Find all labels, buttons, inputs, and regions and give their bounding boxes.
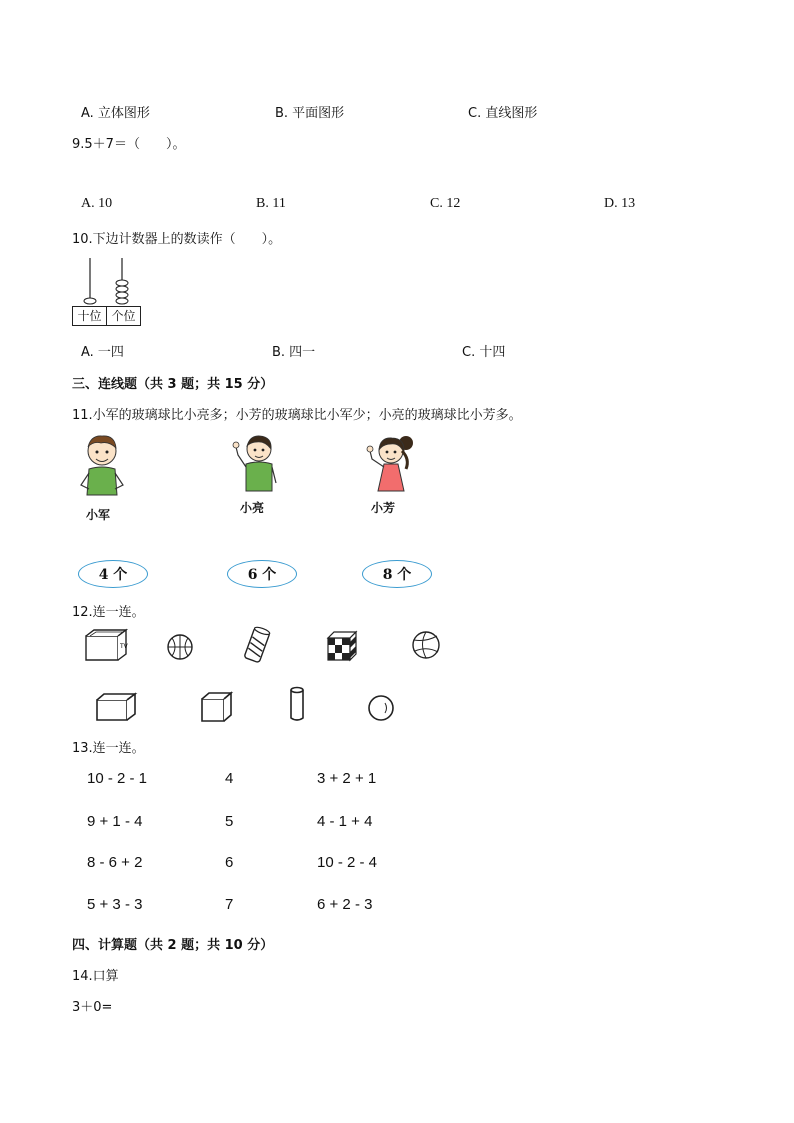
q13-left-3[interactable]: 8 - 6 + 2 [87, 854, 143, 871]
q13-stem: 13.连一连。 [72, 741, 145, 756]
q10-option-c: C. 十四 [462, 345, 506, 360]
q9-option-c: C. 12 [430, 196, 461, 211]
volleyball-icon[interactable] [411, 630, 443, 662]
q9-option-a: A. 10 [81, 196, 113, 211]
boy-xiaojun-icon [79, 433, 129, 503]
section-3-heading: 三、连线题（共 3 题；共 15 分） [72, 377, 274, 392]
box-icon[interactable] [84, 628, 130, 662]
q13-right-1[interactable]: 3 + 2 + 1 [317, 770, 377, 787]
q9-stem: 9.5＋7＝（ ）。 [72, 137, 186, 152]
abacus-tens-label: 十位 [73, 307, 107, 325]
q13-middle-2[interactable]: 5 [225, 813, 234, 830]
q13-left-1[interactable]: 10 - 2 - 1 [87, 770, 148, 787]
cylinder-icon[interactable] [288, 686, 306, 724]
svg-text:TV: TV [120, 643, 128, 650]
q8-option-a: A. 立体图形 [81, 106, 150, 121]
rubiks-cube-icon[interactable] [326, 630, 360, 662]
count-ellipse-4[interactable]: 4 个 [78, 560, 148, 588]
q13-left-4[interactable]: 5 + 3 - 3 [87, 896, 143, 913]
boy-xiaoliang-icon [232, 433, 282, 498]
abacus-ones-label: 个位 [111, 309, 136, 323]
q13-right-4[interactable]: 6 + 2 - 3 [317, 896, 373, 913]
q14-stem: 14.口算 [72, 969, 119, 984]
child-label-xiaofang: 小芳 [371, 501, 396, 515]
q9-option-b: B. 11 [256, 196, 286, 211]
q10-option-a: A. 一四 [81, 345, 124, 360]
count-ellipse-6[interactable]: 6 个 [227, 560, 297, 588]
q13-middle-1[interactable]: 4 [225, 770, 234, 787]
section-4-heading: 四、计算题（共 2 题；共 10 分） [72, 938, 274, 953]
q10-option-b: B. 四一 [272, 345, 316, 360]
q13-middle-3[interactable]: 6 [225, 854, 234, 871]
q14-item-1[interactable]: 3＋0= [72, 1000, 113, 1015]
q9-option-d: D. 13 [604, 196, 636, 211]
q13-right-2[interactable]: 4 - 1 + 4 [317, 813, 373, 830]
can-icon[interactable] [243, 625, 271, 665]
girl-xiaofang-icon [364, 433, 419, 498]
q13-right-3[interactable]: 10 - 2 - 4 [317, 854, 378, 871]
child-label-xiaojun: 小军 [86, 508, 111, 522]
q13-middle-4[interactable]: 7 [225, 896, 234, 913]
q13-left-2[interactable]: 9 + 1 - 4 [87, 813, 143, 830]
child-label-xiaoliang: 小亮 [240, 501, 265, 515]
cube-icon[interactable] [200, 691, 234, 723]
q8-option-b: B. 平面图形 [275, 106, 345, 121]
q11-stem: 11.小军的玻璃球比小亮多；小芳的玻璃球比小军少；小亮的玻璃球比小芳多。 [72, 408, 522, 423]
q10-stem: 10.下边计数器上的数读作（ ）。 [72, 232, 282, 247]
basketball-icon[interactable] [166, 633, 196, 663]
q8-option-c: C. 直线图形 [468, 106, 538, 121]
count-ellipse-8[interactable]: 8 个 [362, 560, 432, 588]
q12-stem: 12.连一连。 [72, 605, 145, 620]
sphere-icon[interactable] [367, 694, 397, 724]
abacus-base [72, 306, 141, 326]
cuboid-icon[interactable] [95, 692, 139, 722]
